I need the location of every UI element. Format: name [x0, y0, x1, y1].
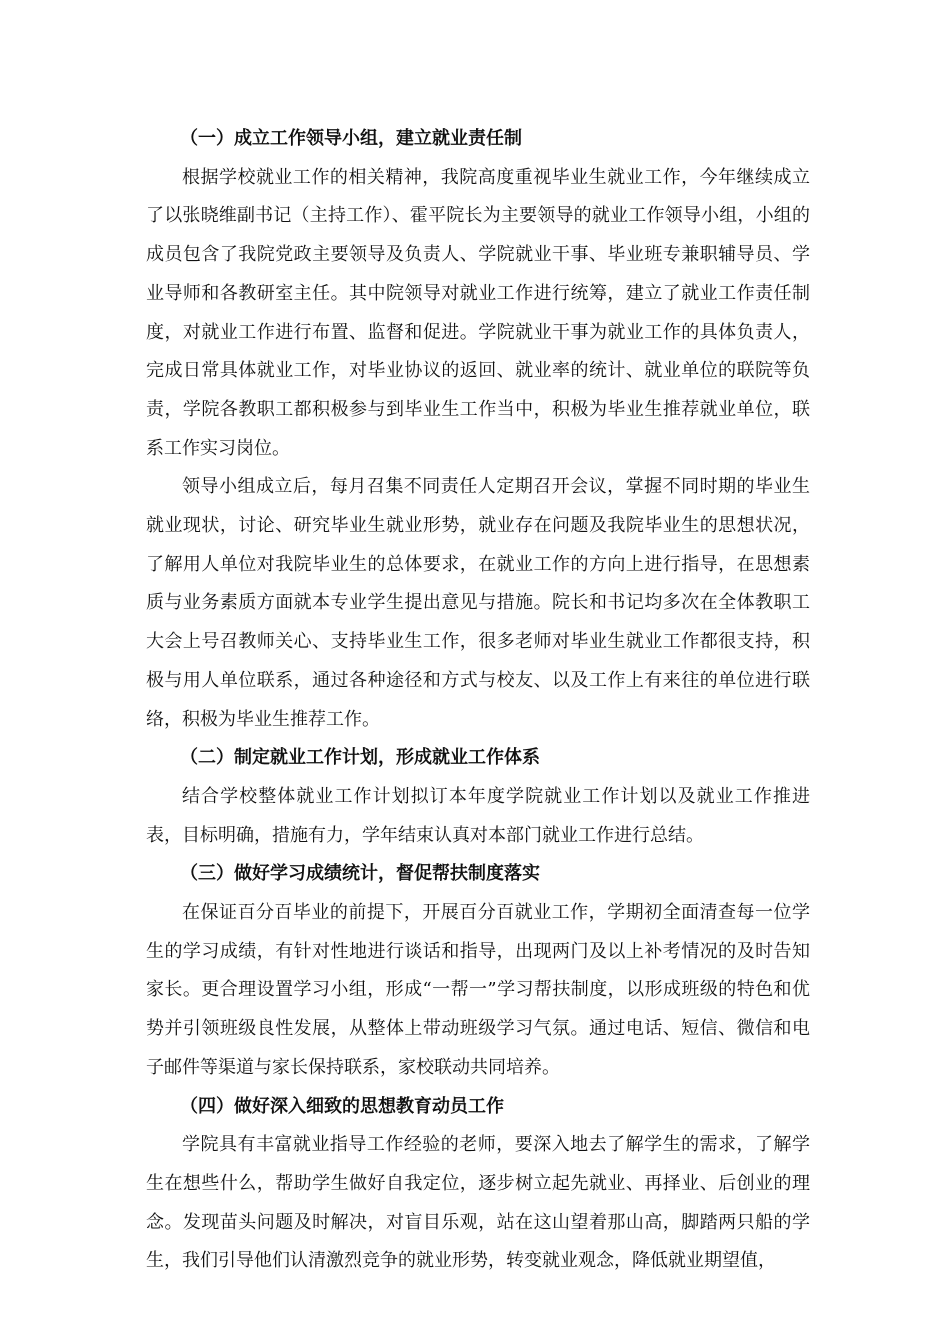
document-page — [146, 120, 810, 1281]
section-4-paragraph-1: 学院具有丰富就业指导工作经验的老师，要深入地去了解学生的需求，了解学生在想些什么，帮助学生做好自我定位，逐步树立起先就业、再择业、后创业的理念。发现苗头问题及时解决，对盲目乐观，站在这山望着那山高，脚踏两只船的学生，我们引导他们认清激烈竞争的就业形势，转变就业观念，降低就业期望值， — [146, 1134, 810, 1272]
section-1-paragraph-1: 根据学校就业工作的相关精神，我院高度重视毕业生就业工作，今年继续成立了以张晓维副书记（主持工作）、霍平院长为主要领导的就业工作领导小组，小组的成员包含了我院党政主要领导及负责人、学院就业干事、毕业班专兼职辅导员、学业导师和各教研室主任。其中院领导对就业工作进行统筹，建立了就业工作责任制度，对就业工作进行布置、监督和促进。学院就业干事为就业工作的具体负责人，完成日常具体就业工作，对毕业协议的返回、就业率的统计、就业单位的联院等负责，学院各教职工都积极参与到毕业生工作当中，积极为毕业生推荐就业单位，联系工作实习岗位。 — [146, 166, 810, 459]
section-1-paragraph-2: 领导小组成立后，每月召集不同责任人定期召开会议，掌握不同时期的毕业生就业现状，讨论、研究毕业生就业形势，就业存在问题及我院毕业生的思想状况，了解用人单位对我院毕业生的总体要求，在就业工作的方向上进行指导，在思想素质与业务素质方面就本专业学生提出意见与措施。院长和书记均多次在全体教职工大会上号召教师关心、支持毕业生工作，很多老师对毕业生就业工作都很支持，积极与用人单位联系，通过各种途径和方式与校友、以及工作上有来往的单位进行联络，积极为毕业生推荐工作。 — [146, 476, 810, 730]
section-heading-1: （一）成立工作领导小组，建立就业责任制 — [180, 128, 522, 149]
section-3-paragraph-1: 在保证百分百毕业的前提下，开展百分百就业工作，学期初全面清查每一位学生的学习成绩，有针对性地进行谈话和指导，出现两门及以上补考情况的及时告知家长。更合理设置学习小组，形成“一帮一”学习帮扶制度，以形成班级的特色和优势并引领班级良性发展，从整体上带动班级学习气氛。通过电话、短信、微信和电子邮件等渠道与家长保持联系，家校联动共同培养。 — [146, 902, 810, 1078]
section-heading-2: （二）制定就业工作计划，形成就业工作体系 — [180, 747, 540, 769]
section-heading-3: （三）做好学习成绩统计，督促帮扶制度落实 — [180, 863, 540, 885]
section-2-paragraph-1: 结合学校整体就业工作计划拟订本年度学院就业工作计划以及就业工作推进表，目标明确，措施有力，学年结束认真对本部门就业工作进行总结。 — [146, 785, 810, 846]
section-heading-4: （四）做好深入细致的思想教育动员工作 — [180, 1095, 504, 1117]
